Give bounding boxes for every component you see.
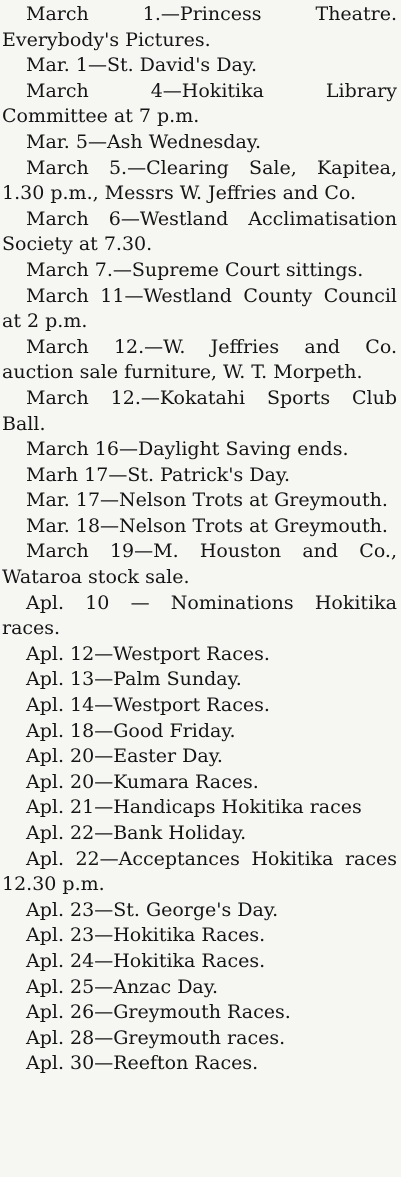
event-entry: Apl. 13—Palm Sunday. xyxy=(26,668,242,691)
event-entry: March 11—Westland County Council at 2 p.m. xyxy=(2,284,397,333)
event-entry: March 1.—Princess Theatre. Everybody's Pictures. xyxy=(2,3,397,51)
event-entry: Apl. 30—Reefton Races. xyxy=(26,1052,259,1075)
event-entry: March 6—Westland Acclimatisation Society at 7.30. xyxy=(2,207,397,256)
event-entry: Mar. 17—Nelson Trots at Greymouth. xyxy=(26,489,388,512)
event-entry: March 5.—Clearing Sale, Kapitea, 1.30 p.m., Messrs W. Jeffries and Co. xyxy=(2,156,397,205)
event-entry: Apl. 23—St. George's Day. xyxy=(26,898,279,921)
event-entry: Apl. 22—Acceptances Hokitika races 12.30 p.m. xyxy=(2,847,397,896)
event-entry: Mar. 5—Ash Wednesday. xyxy=(26,130,262,153)
event-entry: March 7.—Supreme Court sittings. xyxy=(26,258,364,281)
event-entry: March 12.—Kokatahi Sports Club Ball. xyxy=(2,386,397,435)
event-entry: Apl. 22—Bank Holiday. xyxy=(26,822,247,844)
event-entry: Apl. 20—Easter Day. xyxy=(26,745,223,768)
event-entry: Apl. 14—Westport Races. xyxy=(26,694,270,717)
event-entry: Mar. 18—Nelson Trots at Greymouth. xyxy=(26,514,388,537)
event-entry: March 16—Daylight Saving ends. xyxy=(26,438,349,461)
event-entry: Apl. 28—Greymouth races. xyxy=(26,1026,286,1049)
event-entry: Apl. 24—Hokitika Races. xyxy=(26,949,266,972)
event-entry: Apl. 25—Anzac Day. xyxy=(26,975,219,998)
event-entry: Mar. 1—St. David's Day. xyxy=(26,54,258,77)
event-entry: March 19—M. Houston and Co., Wataroa stock sale. xyxy=(2,540,397,589)
event-entry: Apl. 23—Hokitika Races. xyxy=(26,924,266,947)
event-entry: Apl. 21—Handicaps Hokitika races xyxy=(26,796,362,819)
events-calendar-column xyxy=(2,2,397,1077)
event-entry: Apl. 20—Kumara Races. xyxy=(26,770,259,793)
event-entry: Apl. 18—Good Friday. xyxy=(26,719,236,742)
event-entry: Apl. 26—Greymouth Races. xyxy=(26,1001,291,1024)
event-entry: Apl. 10 — Nominations Hokitika races. xyxy=(2,591,397,640)
event-entry: March 4—Hokitika Library Committee at 7 p.m. xyxy=(2,79,397,128)
event-entry: March 12.—W. Jeffries and Co. auction sale furniture, W. T. Morpeth. xyxy=(2,335,397,384)
event-entry: Marh 17—St. Patrick's Day. xyxy=(26,463,291,486)
event-entry: Apl. 12—Westport Races. xyxy=(26,642,270,665)
